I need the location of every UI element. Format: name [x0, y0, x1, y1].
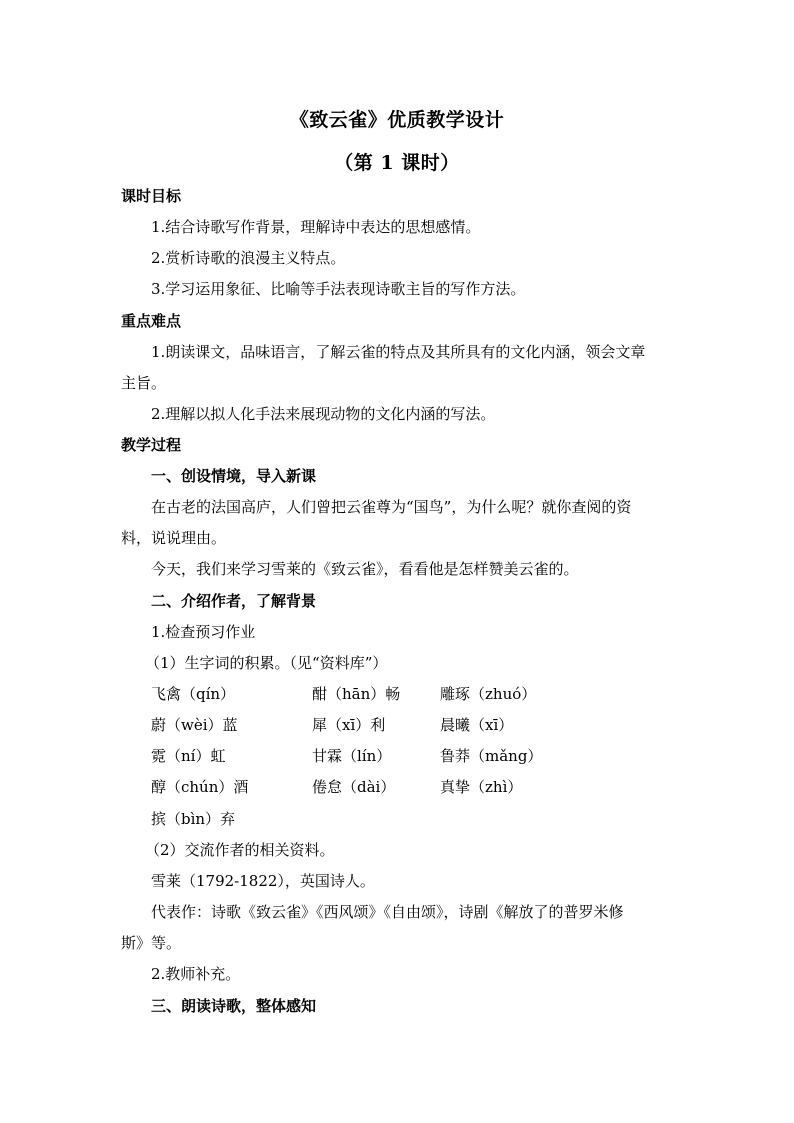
goal-item: 3.学习运用象征、比喻等手法表现诗歌主旨的写作方法。	[151, 280, 526, 298]
section-heading: 一、创设情境，导入新课	[151, 467, 317, 485]
vocab-entry: 酣（hān）畅	[312, 685, 401, 703]
list-item: （2）交流作者的相关资料。	[145, 841, 335, 859]
paragraph-line: 在古老的法国高庐，人们曾把云雀尊为“国鸟”，为什么呢？就你查阅的资	[151, 498, 632, 516]
goal-item: 2.赏析诗歌的浪漫主义特点。	[151, 249, 346, 267]
vocab-entry: 蔚（wèi）蓝	[151, 716, 238, 734]
vocab-entry: 摈（bìn）弃	[151, 810, 236, 828]
vocab-entry: 醇（chún）酒	[151, 778, 249, 796]
paragraph-line: 雪莱（1792-1822），英国诗人。	[151, 872, 375, 890]
vocab-entry: 霓（ní）虹	[151, 747, 226, 765]
key-point-line: 主旨。	[121, 374, 167, 392]
vocab-entry: 甘霖（lín）	[312, 747, 392, 765]
paragraph-line: 料，说说理由。	[121, 529, 227, 547]
document-title: 《致云雀》优质教学设计	[289, 109, 505, 131]
key-point-line: 1.朗读课文，品味语言，了解云雀的特点及其所具有的文化内涵，领会文章	[151, 343, 646, 361]
goals-heading: 课时目标	[121, 187, 182, 205]
goal-item: 1.结合诗歌写作背景，理解诗中表达的思想感情。	[151, 218, 481, 236]
paragraph-line: 斯》等。	[121, 934, 182, 952]
vocab-entry: 飞禽（qín）	[151, 685, 236, 703]
list-item: （1）生字词的积累。（见“资料库”）	[145, 654, 388, 672]
section-heading: 二、介绍作者，了解背景	[151, 592, 317, 610]
vocab-entry: 犀（xī）利	[312, 716, 386, 734]
key-points-heading: 重点难点	[121, 312, 182, 330]
vocab-entry: 倦怠（dài）	[312, 778, 396, 796]
process-heading: 教学过程	[121, 436, 182, 454]
section-heading: 三、朗读诗歌，整体感知	[151, 997, 317, 1015]
vocab-entry: 鲁莽（mǎng）	[440, 747, 543, 765]
paragraph-line: 代表作：诗歌《致云雀》《西风颂》《自由颂》，诗剧《解放了的普罗米修	[151, 903, 624, 921]
key-point-line: 2.理解以拟人化手法来展现动物的文化内涵的写法。	[151, 405, 496, 423]
vocab-entry: 真挚（zhì）	[440, 778, 523, 796]
subsection-heading: 2.教师补充。	[151, 965, 241, 983]
vocab-entry: 雕琢（zhuó）	[440, 685, 537, 703]
subsection-heading: 1.检查预习作业	[151, 623, 256, 641]
paragraph-line: 今天，我们来学习雪莱的《致云雀》，看看他是怎样赞美云雀的。	[151, 560, 579, 578]
document-subtitle: （第 1 课时）	[334, 152, 460, 174]
vocab-entry: 晨曦（xī）	[440, 716, 514, 734]
